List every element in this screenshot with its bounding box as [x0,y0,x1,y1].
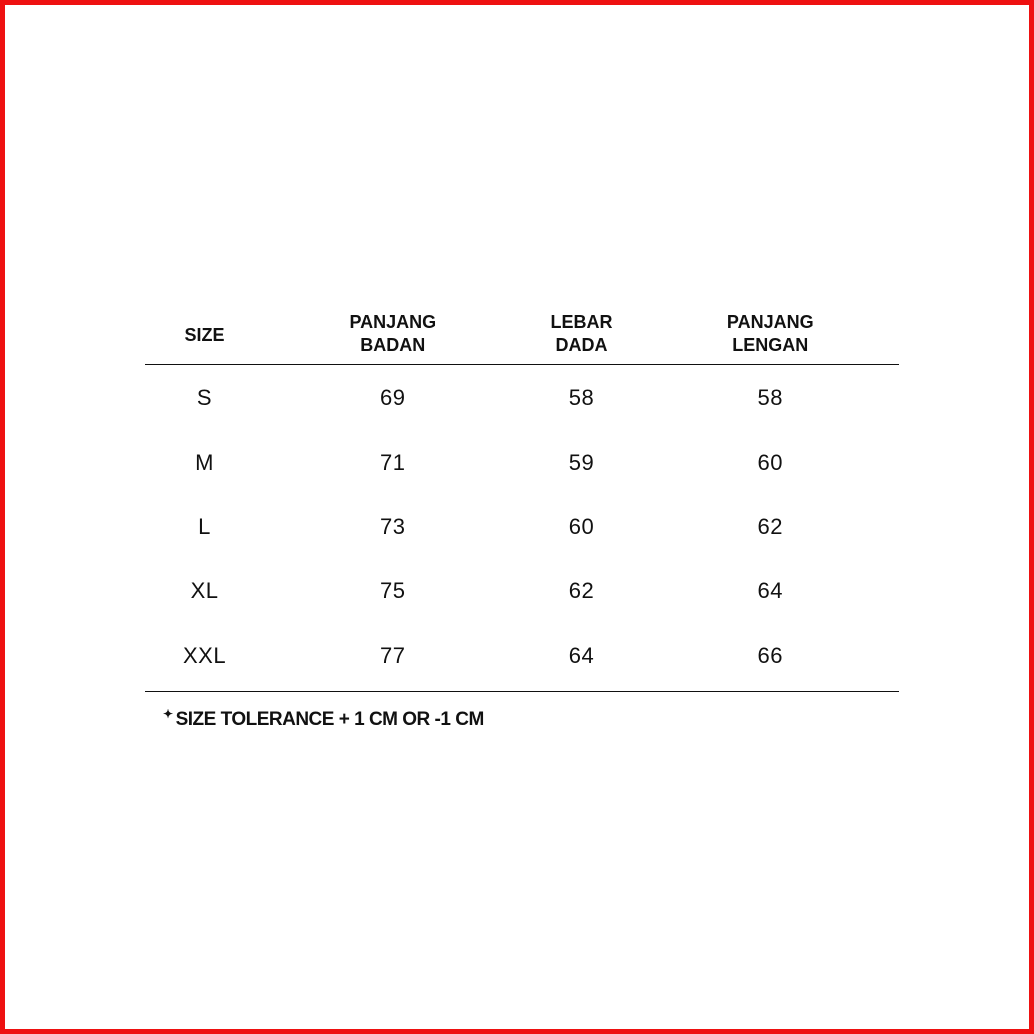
header-lebar-dada-line-1: LEBAR [550,311,613,332]
header-panjang-lengan-line-1: PANJANG [726,311,814,332]
panjang-badan-cell: 77 [380,642,406,668]
lebar-dada-cell: 59 [568,449,595,475]
size-cell: XL [190,578,219,604]
header-lebar-dada-line-2: DADA [555,334,608,355]
header-lebar-dada [522,311,642,357]
lebar-dada-cell: 60 [568,513,595,539]
header-size-line: SIZE [184,325,225,345]
header-panjang-lengan [642,311,899,357]
table-row [145,559,899,623]
size-cell: M [195,449,214,475]
size-tolerance-text: SIZE TOLERANCE + 1 CM OR -1 CM [175,709,484,730]
header-panjang-badan-line-1: PANJANG [349,311,437,332]
panjang-badan-cell: 73 [380,513,406,539]
panjang-lengan-cell: 66 [757,642,783,668]
panjang-badan-cell: 75 [380,578,406,604]
lebar-dada-cell: 62 [568,578,595,604]
panjang-lengan-cell: 60 [757,449,783,475]
panjang-lengan-cell: 58 [757,385,783,411]
panjang-badan-cell: 69 [380,385,406,411]
lebar-dada-cell: 58 [568,385,595,411]
panjang-lengan-cell: 62 [757,513,783,539]
panjang-lengan-cell: 64 [757,578,783,604]
table-row [145,624,899,688]
table-header-row [145,303,899,365]
header-panjang-lengan-line-2: LENGAN [732,334,809,355]
lebar-dada-cell: 64 [568,642,595,668]
size-tolerance-note [163,709,484,731]
table-body [145,365,899,692]
header-panjang-badan [264,311,521,357]
table-row [145,366,899,430]
sparkle-icon: ✦ [163,707,173,721]
table-row [145,430,899,494]
size-cell: XXL [182,642,227,668]
size-cell: S [196,385,213,411]
size-chart-table [145,303,899,692]
panjang-badan-cell: 71 [380,449,406,475]
header-panjang-badan-line-2: BADAN [360,334,426,355]
table-row [145,495,899,559]
header-size [145,320,264,347]
size-cell: L [198,513,211,539]
